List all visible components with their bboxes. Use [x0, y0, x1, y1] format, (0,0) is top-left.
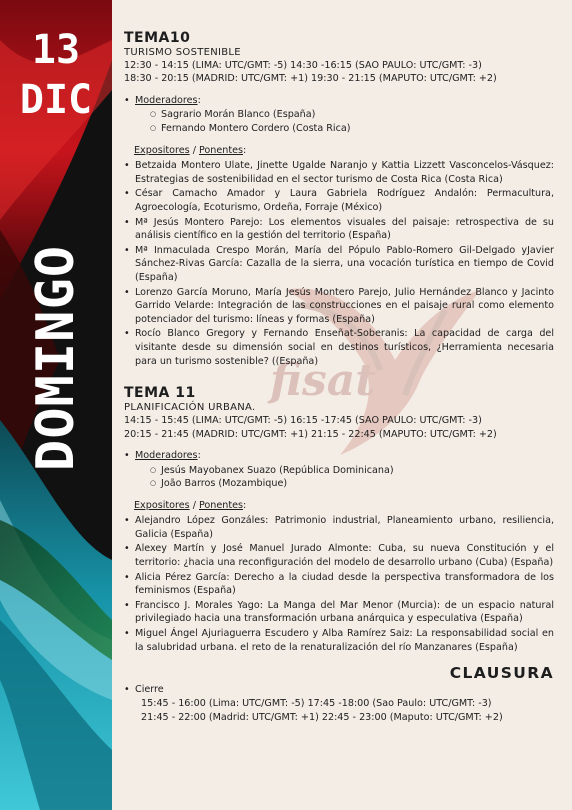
weekday-label: DOMINGO — [26, 244, 86, 472]
ponentes-label: Ponentes — [198, 144, 244, 156]
moderadores-list — [124, 464, 554, 491]
moderador-item: ○ Jesús Mayobanex Suazo (República Dominicana) — [150, 464, 554, 478]
moderadores-colon: : — [197, 94, 201, 106]
expositor-item: • Miguel Ángel Ajuriaguerra Escudero y Alba Ramírez Saiz: La responsabilidad social en la salubridad urbana. el reto de la renaturalización del río Manzanares (España) — [124, 627, 554, 654]
tema11-subtitle: PLANIFICACIÓN URBANA. — [124, 402, 256, 414]
ponentes-label: Ponentes — [198, 499, 244, 511]
tema10-subtitle: TURISMO SOSTENIBLE — [124, 47, 241, 58]
moderadores-heading — [124, 94, 554, 108]
moderadores-colon: : — [197, 449, 201, 461]
tema10-time-2: 18:30 - 20:15 (MADRID: UTC/GMT: +1) 19:30 - 21:15 (MAPUTO: UTC/GMT: +2) — [124, 73, 497, 85]
expositor-item: • Mª Inmaculada Crespo Morán, María del Pópulo Pablo-Romero Gil-Delgado yJavier Sánchez-Rivas García: Cazalla de la sierra, una vocación turística en tiempo de Covid (España) — [124, 244, 554, 285]
date-day: 13 — [31, 27, 81, 73]
expositores-label: Expositores — [134, 144, 190, 156]
tema10-expositores-list — [124, 159, 554, 368]
expositor-item: • Alexey Martín y José Manuel Jurado Almonte: Cuba, su nueva Constitución y el territorio: ¿hacia una reconfiguración del modelo de desarrollo urbano (Cuba) (España) — [124, 542, 554, 569]
date-month: DIC — [19, 77, 93, 123]
moderador-item: ○ João Barros (Mozambique) — [150, 477, 554, 491]
tema11-block — [124, 385, 554, 654]
clausura-title: CLAUSURA — [449, 664, 554, 683]
expositor-item: • Rocío Blanco Gregory y Fernando Enseñat-Soberanis: La capacidad de carga del visitante desde su dimensión social en destinos turísticos, ¿Herramienta necesaria para un turismo sostenible? ((España) — [124, 327, 554, 368]
moderadores-label: Moderadores — [135, 94, 198, 106]
moderadores-list — [124, 108, 554, 135]
tema11-moderadores — [124, 449, 554, 491]
tema11-time-2: 20:15 - 21:45 (MADRID: UTC/GMT: +1) 21:15 - 22:45 (MAPUTO: UTC/GMT: +2) — [124, 428, 497, 440]
tema11-expositores-list — [124, 514, 554, 654]
expositor-item: • César Camacho Amador y Laura Gabriela Rodríguez Andalón: Permacultura, Agroecología, Ecoturismo, Ordeña, Forraje (México) — [124, 187, 554, 214]
program-content — [124, 30, 554, 725]
tema10-block — [124, 30, 554, 368]
expositor-item: • Betzaida Montero Ulate, Jinette Ugalde Naranjo y Kattia Lizzett Vasconcelos-Vásquez: Estrategias de sostenibilidad en el sector turismo de Costa Rica (Costa Rica) — [124, 159, 554, 186]
clausura-block — [124, 683, 554, 725]
moderadores-label: Moderadores — [135, 449, 198, 461]
cierre-time-1: 15:45 - 16:00 (Lima: UTC/GMT: -5) 17:45 -18:00 (Sao Paulo: UTC/GMT: -3) — [141, 698, 492, 710]
expositor-item: • Francisco J. Morales Yago: La Manga del Mar Menor (Murcia): de un espacio natural privilegiado hacia una transformación urbana anárquica y especulativa (España) — [124, 599, 554, 626]
expositor-item: • Alicia Pérez García: Derecho a la ciudad desde la perspectiva transformadora de los feminismos (España) — [124, 571, 554, 598]
cierre-time-2: 21:45 - 22:00 (Madrid: UTC/GMT: +1) 22:45 - 23:00 (Maputo: UTC/GMT: +2) — [141, 712, 503, 723]
date-sidebar — [0, 0, 112, 810]
expositor-item: • Alejandro López Gonzáles: Patrimonio industrial, Planeamiento urbano, resiliencia, Galicia (España) — [124, 514, 554, 541]
moderador-item: ○ Sagrario Morán Blanco (España) — [150, 108, 554, 122]
tema11-title: TEMA 11 — [124, 385, 196, 402]
watermark-text: fisat — [270, 355, 376, 406]
expositor-item: • Mª Jesús Montero Parejo: Los elementos visuales del paisaje: retrospectiva de su análisis científico en la gestión del territorio (España) — [124, 216, 554, 243]
expositores-label: Expositores — [134, 499, 190, 511]
moderadores-heading — [124, 449, 554, 463]
tema10-moderadores — [124, 94, 554, 136]
cierre-item: • Cierre — [124, 683, 554, 697]
tema11-time-1: 14:15 - 15:45 (LIMA: UTC/GMT: -5) 16:15 -17:45 (SAO PAULO: UTC/GMT: -3) — [124, 415, 482, 427]
expositor-item: • Lorenzo García Moruno, María Jesús Montero Parejo, Julio Hernández Blanco y Jacinto Garrido Velarde: Integración de las construcciones en el paisaje rural como elemento potenciador del turismo: líneas y formas (España) — [124, 286, 554, 327]
expositores-heading: Expositores / Ponentes: — [134, 499, 247, 511]
tema10-time-1: 12:30 - 14:15 (LIMA: UTC/GMT: -5) 14:30 -16:15 (SAO PAULO: UTC/GMT: -3) — [124, 60, 482, 71]
moderador-item: ○ Fernando Montero Cordero (Costa Rica) — [150, 122, 554, 136]
expositores-heading: Expositores / Ponentes: — [134, 144, 247, 156]
tema10-title: TEMA10 — [124, 30, 191, 46]
